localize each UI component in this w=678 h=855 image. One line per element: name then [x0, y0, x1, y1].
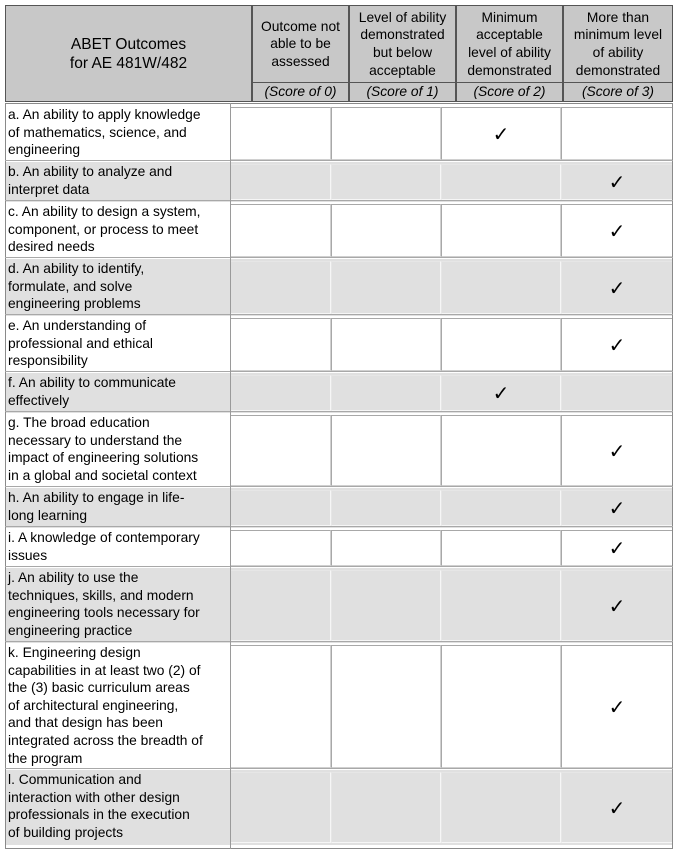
- score-2-cell: [441, 490, 561, 526]
- checkmark-icon: ✓: [608, 496, 626, 520]
- row-divider: [5, 314, 673, 315]
- score-2-cell: [441, 107, 561, 160]
- outcome-label: l. Communication and interaction with other design professionals in the execution of building projects: [8, 772, 190, 840]
- outcome-label: h. An ability to engage in life- long learning: [8, 490, 185, 523]
- score-2-cell: [441, 530, 561, 566]
- checkmark-icon: ✓: [608, 536, 626, 560]
- score-0-cell: [230, 570, 331, 641]
- header-score-1: (Score of 1): [349, 82, 456, 102]
- checkmark-icon: ✓: [608, 170, 626, 194]
- checkmark-icon: ✓: [608, 795, 626, 820]
- outcome-label: c. An ability to design a system, component, or process to meet desired needs: [8, 204, 201, 255]
- header-score-0-label: Outcome not able to be assessed: [252, 5, 349, 83]
- score-1-cell: [331, 164, 441, 200]
- row-divider: [5, 486, 673, 487]
- column-divider: [230, 103, 231, 849]
- score-1-cell: [331, 772, 441, 843]
- score-2-cell: [441, 261, 561, 314]
- table-row: [5, 259, 673, 316]
- table-row: [5, 162, 673, 202]
- checkmark-icon: ✓: [608, 593, 626, 618]
- score-3-cell: [561, 261, 673, 314]
- outcome-label: b. An ability to analyze and interpret data: [8, 164, 173, 197]
- score-3-cell: [561, 107, 673, 160]
- header-score-1-label: Level of ability demonstrated but below acceptable: [349, 5, 456, 83]
- row-divider: [5, 371, 673, 372]
- outcome-label: a. An ability to apply knowledge of mathematics, science, and engineering: [8, 107, 201, 158]
- score-0-cell: [230, 261, 331, 314]
- score-0-cell: [230, 375, 331, 411]
- score-1-cell: [331, 204, 441, 257]
- row-divider: [5, 160, 673, 161]
- score-1-cell: [331, 645, 441, 768]
- score-0-cell: [230, 772, 331, 843]
- score-1-cell: [331, 261, 441, 314]
- table-row: [5, 105, 673, 162]
- checkmark-icon: ✓: [492, 381, 510, 405]
- outcome-label: k. Engineering design capabilities in at least two (2) of the (3) basic curriculum areas of architectural engineering, and that design has been integrated across the breadth of the program: [8, 645, 203, 766]
- score-2-cell: [441, 570, 561, 641]
- score-3-cell: [561, 490, 673, 526]
- outcome-label: i. A knowledge of contemporary issues: [8, 530, 200, 563]
- table-row: [5, 202, 673, 259]
- score-2-cell: [441, 204, 561, 257]
- table-row: [5, 643, 673, 770]
- checkmark-icon: ✓: [608, 332, 626, 357]
- score-3-cell: [561, 772, 673, 843]
- row-divider: [5, 257, 673, 258]
- outcome-label: g. The broad education necessary to understand the impact of engineering solutions in a global and societal context: [8, 415, 199, 483]
- row-divider: [5, 200, 673, 201]
- outcome-label: f. An ability to communicate effectively: [8, 375, 176, 408]
- score-3-cell: [561, 570, 673, 641]
- row-divider: [5, 411, 673, 412]
- score-2-cell: [441, 415, 561, 486]
- score-0-cell: [230, 107, 331, 160]
- header-score-3: (Score of 3): [563, 82, 673, 102]
- row-divider: [5, 641, 673, 642]
- checkmark-icon: ✓: [608, 694, 626, 719]
- outcome-label: d. An ability to identify, formulate, and solve engineering problems: [8, 261, 145, 312]
- score-3-cell: [561, 375, 673, 411]
- abet-outcomes-table: [5, 5, 673, 845]
- score-2-cell: [441, 375, 561, 411]
- row-divider: [5, 526, 673, 527]
- table-row: [5, 568, 673, 643]
- table-row: [5, 373, 673, 413]
- score-1-cell: [331, 415, 441, 486]
- score-1-cell: [331, 375, 441, 411]
- header-score-3-label: More than minimum level of ability demonstrated: [563, 5, 673, 83]
- score-0-cell: [230, 164, 331, 200]
- table-row: [5, 413, 673, 488]
- score-0-cell: [230, 530, 331, 566]
- score-1-cell: [331, 570, 441, 641]
- outcome-label: j. An ability to use the techniques, skills, and modern engineering tools necessary for engineering practice: [8, 570, 200, 638]
- score-3-cell: [561, 318, 673, 371]
- row-divider: [5, 566, 673, 567]
- score-0-cell: [230, 490, 331, 526]
- score-2-cell: [441, 772, 561, 843]
- header-title: ABET Outcomes for AE 481W/482: [5, 5, 252, 102]
- table-row: [5, 488, 673, 528]
- header-score-2-label: Minimum acceptable level of ability demonstrated: [456, 5, 563, 83]
- table-header: [5, 5, 673, 102]
- score-1-cell: [331, 490, 441, 526]
- header-score-0: (Score of 0): [252, 82, 349, 102]
- checkmark-icon: ✓: [608, 275, 626, 300]
- score-0-cell: [230, 318, 331, 371]
- row-divider: [5, 768, 673, 769]
- score-2-cell: [441, 645, 561, 768]
- score-3-cell: [561, 530, 673, 566]
- score-3-cell: [561, 204, 673, 257]
- score-0-cell: [230, 645, 331, 768]
- checkmark-icon: ✓: [608, 218, 626, 243]
- outcome-label: e. An understanding of professional and ethical responsibility: [8, 318, 153, 369]
- score-2-cell: [441, 318, 561, 371]
- table-row: [5, 316, 673, 373]
- table-body: [5, 105, 673, 845]
- table-row: [5, 770, 673, 845]
- table-row: [5, 528, 673, 568]
- score-2-cell: [441, 164, 561, 200]
- score-1-cell: [331, 530, 441, 566]
- score-3-cell: [561, 164, 673, 200]
- score-0-cell: [230, 204, 331, 257]
- header-score-2: (Score of 2): [456, 82, 563, 102]
- score-3-cell: [561, 415, 673, 486]
- checkmark-icon: ✓: [492, 121, 510, 146]
- score-1-cell: [331, 318, 441, 371]
- score-1-cell: [331, 107, 441, 160]
- score-3-cell: [561, 645, 673, 768]
- score-0-cell: [230, 415, 331, 486]
- checkmark-icon: ✓: [608, 438, 626, 463]
